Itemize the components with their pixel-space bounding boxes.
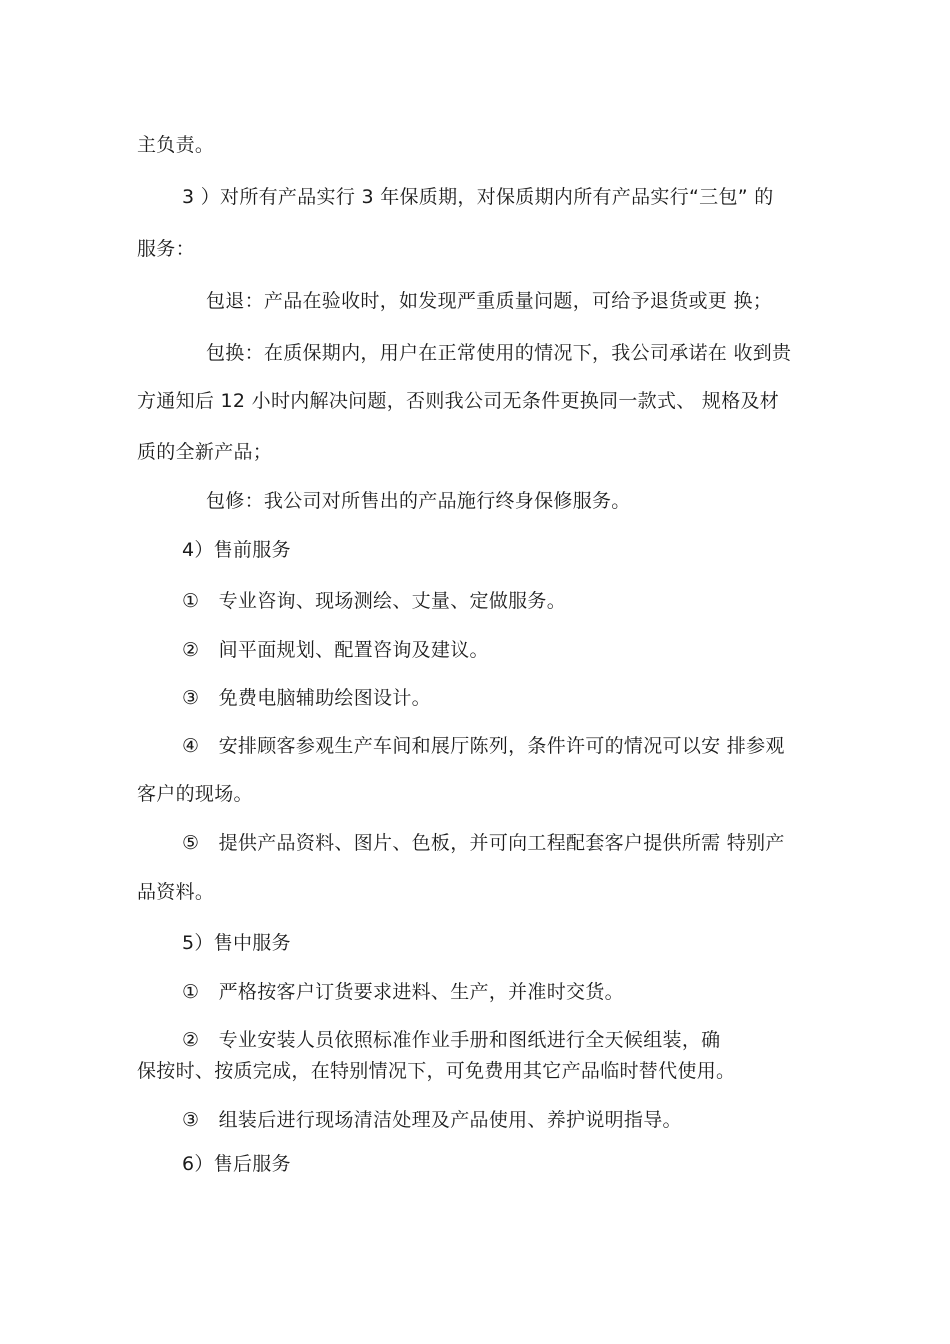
section-heading: 6）售后服务 — [182, 1153, 291, 1175]
text-line: 质的全新产品； — [137, 441, 273, 463]
list-item: ① 严格按客户订货要求进料、生产，并准时交货。 — [182, 981, 624, 1003]
list-item: ⑤ 提供产品资料、图片、色板，并可向工程配套客户提供所需 特别产 — [182, 832, 785, 854]
section-heading: 4）售前服务 — [182, 539, 291, 561]
text-line: 包换：在质保期内，用户在正常使用的情况下，我公司承诺在 收到贵 — [206, 342, 792, 364]
text-line: 包退：产品在验收时，如发现严重质量问题，可给予退货或更 换； — [206, 290, 773, 312]
text-line: 服务： — [137, 238, 195, 260]
list-item: ① 专业咨询、现场测绘、丈量、定做服务。 — [182, 590, 567, 612]
text-line: 主负责。 — [137, 134, 215, 156]
list-item: ③ 组装后进行现场清洁处理及产品使用、养护说明指导。 — [182, 1109, 682, 1131]
list-item: ③ 免费电脑辅助绘图设计。 — [182, 687, 431, 709]
text-line: 品资料。 — [137, 881, 215, 903]
text-line: 3 ）对所有产品实行 3 年保质期，对保质期内所有产品实行“三包” 的 — [182, 186, 774, 208]
list-item: ② 专业安装人员依照标准作业手册和图纸进行全天候组装，确 — [182, 1029, 721, 1051]
text-line: 客户的现场。 — [137, 783, 253, 805]
text-line: 包修：我公司对所售出的产品施行终身保修服务。 — [206, 490, 631, 512]
text-line: 保按时、按质完成，在特别情况下，可免费用其它产品临时替代使用。 — [137, 1060, 736, 1082]
list-item: ② 间平面规划、配置咨询及建议。 — [182, 639, 489, 661]
text-line: 方通知后 12 小时内解决问题，否则我公司无条件更换同一款式、 规格及材 — [137, 390, 780, 412]
section-heading: 5）售中服务 — [182, 932, 291, 954]
list-item: ④ 安排顾客参观生产车间和展厅陈列，条件许可的情况可以安 排参观 — [182, 735, 785, 757]
